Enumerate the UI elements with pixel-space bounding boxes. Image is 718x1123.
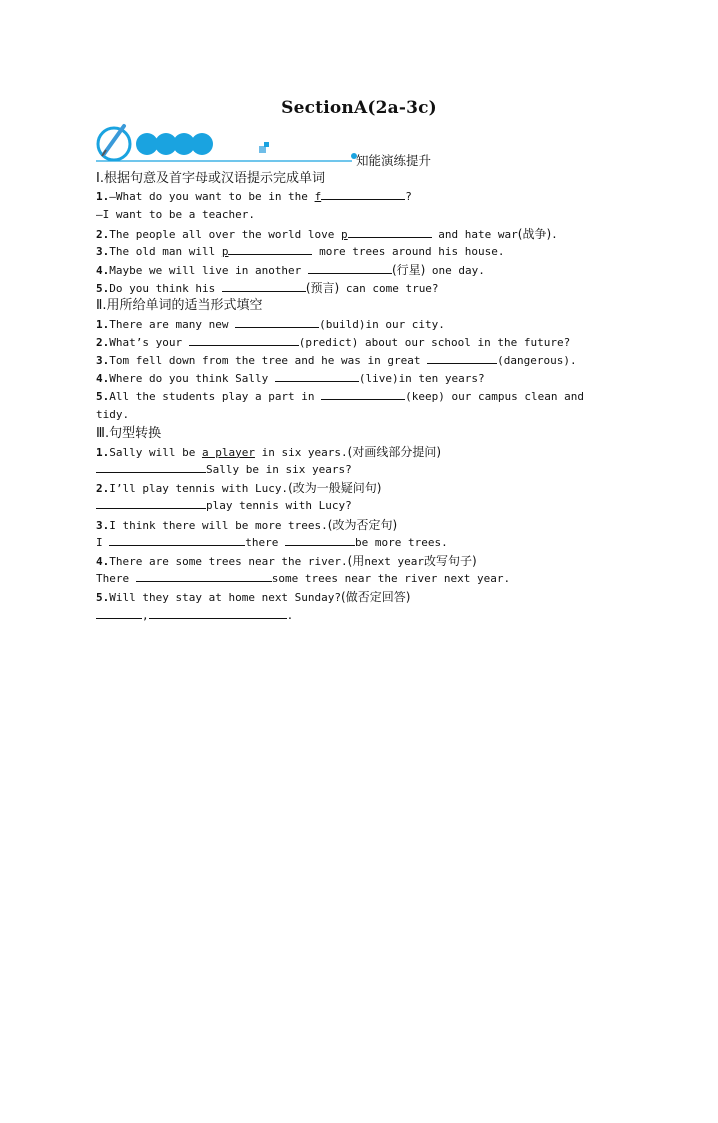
answer-blank[interactable]	[136, 570, 272, 582]
answer-blank[interactable]	[96, 607, 142, 619]
answer-blank[interactable]	[96, 461, 206, 473]
answer-blank[interactable]	[96, 497, 206, 509]
page-title: SectionA(2a-3c)	[281, 98, 437, 118]
s3-question-4-answer: There some trees near the river next year.	[96, 572, 511, 586]
s2-question-1: 1.There are many new (build)in our city.	[96, 317, 445, 331]
s2-question-5: 5.All the students play a part in (keep) our campus clean and	[96, 390, 584, 404]
s3-question-2: 2.I’ll play tennis with Lucy.(改为一般疑问句)	[96, 481, 382, 496]
answer-blank[interactable]	[149, 607, 287, 619]
section-3-heading: Ⅲ.句型转换	[96, 425, 162, 441]
s3-question-3-answer: I there be more trees.	[96, 535, 448, 549]
s3-question-2-answer: play tennis with Lucy?	[96, 497, 616, 515]
s1-question-4: 4.Maybe we will live in another (行星) one day.	[96, 262, 485, 277]
answer-blank[interactable]	[321, 188, 405, 200]
s3-question-5: 5.Will they stay at home next Sunday?(做否定回答)	[96, 590, 411, 605]
banner-label: 知能演练提升	[356, 153, 432, 168]
answer-blank[interactable]	[321, 388, 405, 400]
s2-question-4: 4.Where do you think Sally (live)in ten years?	[96, 372, 485, 386]
s1-question-1: 1.—What do you want to be in the f ?	[96, 190, 412, 204]
s3-question-4: 4.There are some trees near the river.(用next year改写句子)	[96, 553, 477, 568]
s3-question-5-answer: , .	[96, 607, 616, 625]
answer-blank[interactable]	[285, 534, 355, 546]
s1-question-2: 2.The people all over the world love p and hate war(战争).	[96, 226, 558, 241]
section-1-heading: Ⅰ.根据句意及首字母或汉语提示完成单词	[96, 171, 325, 186]
answer-blank[interactable]	[235, 316, 319, 328]
answer-blank[interactable]	[109, 534, 245, 546]
answer-blank[interactable]	[228, 243, 312, 255]
s1-question-5: 5.Do you think his (预言) can come true?	[96, 281, 439, 296]
answer-blank[interactable]	[308, 262, 392, 274]
s3-question-1: 1.Sally will be a player in six years.(对画线部分提问)	[96, 444, 442, 459]
answer-blank[interactable]	[189, 334, 299, 346]
answer-blank[interactable]	[222, 280, 306, 292]
s2-question-5-cont: tidy.	[96, 408, 130, 422]
answer-blank[interactable]	[348, 226, 432, 238]
answer-blank[interactable]	[427, 352, 497, 364]
s1-question-1-reply: —I want to be a teacher.	[96, 208, 255, 222]
s2-question-3: 3.Tom fell down from the tree and he was in great (dangerous).	[96, 353, 577, 367]
answer-blank[interactable]	[275, 370, 359, 382]
section-banner	[94, 120, 454, 170]
section-2-heading: Ⅱ.用所给单词的适当形式填空	[96, 298, 263, 314]
s3-question-3: 3.I think there will be more trees.(改为否定句)	[96, 517, 398, 532]
s1-question-3: 3.The old man will p more trees around his house.	[96, 244, 505, 258]
exercise-content	[96, 170, 616, 625]
s2-question-2: 2.What’s your (predict) about our school in the future?	[96, 335, 571, 349]
s3-question-1-answer: Sally be in six years?	[96, 461, 616, 479]
